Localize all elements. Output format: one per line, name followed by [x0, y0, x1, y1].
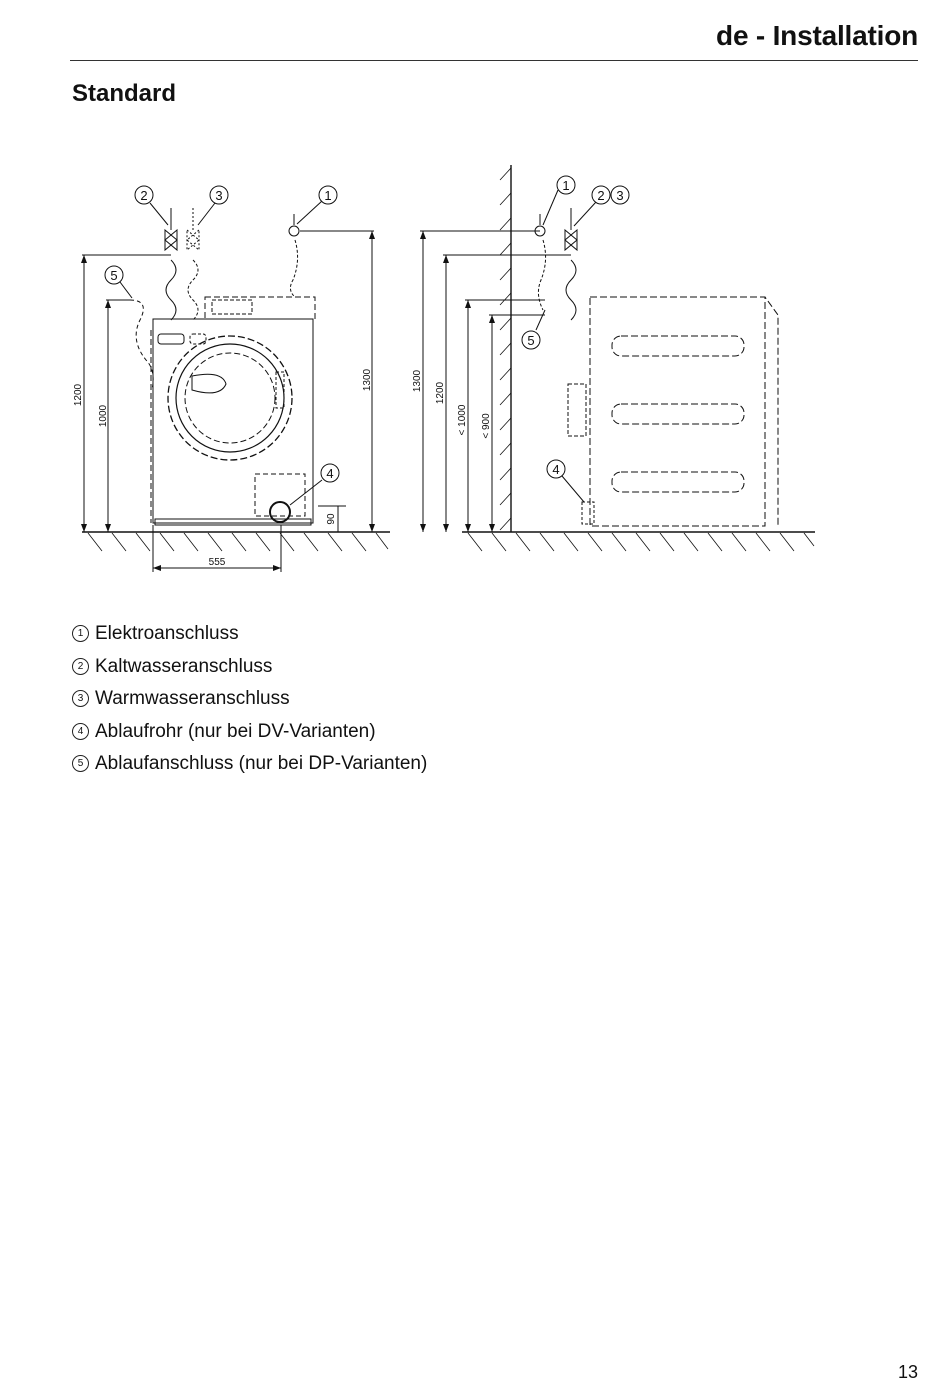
- callout-4-front: 4: [326, 466, 334, 481]
- legend-number: 2: [72, 658, 89, 675]
- dim-lt1000-side: < 1000: [457, 404, 468, 436]
- callout-2-front: 2: [140, 188, 148, 203]
- legend-label: Ablaufrohr (nur bei DV-Varianten): [95, 720, 376, 742]
- legend-list: [72, 618, 427, 781]
- callout-5-side: 5: [527, 333, 535, 348]
- legend-item: [72, 683, 427, 716]
- legend-item: [72, 716, 427, 749]
- callout-1-front: 1: [324, 188, 332, 203]
- legend-label: Elektroanschluss: [95, 623, 239, 644]
- legend-label: Warmwasseranschluss: [95, 688, 290, 709]
- page-number: 13: [897, 1362, 918, 1382]
- installation-drawing: [0, 150, 950, 590]
- dim-1200-side: 1200: [435, 381, 446, 405]
- dim-1200-front: 1200: [73, 383, 84, 407]
- machine-front-body: [153, 319, 313, 523]
- legend-number: 3: [72, 690, 89, 707]
- legend-item: [72, 651, 427, 684]
- legend-label: Kaltwasseranschluss: [95, 655, 273, 677]
- section-title: Standard: [72, 80, 177, 107]
- callout-3-side: 3: [616, 188, 624, 203]
- floor-hatch-front: [88, 533, 388, 551]
- callout-1-side: 1: [562, 178, 570, 193]
- page-header-title: de - Installation: [716, 20, 918, 51]
- dim-90-front: 90: [326, 513, 337, 525]
- dim-1300-front: 1300: [362, 368, 373, 392]
- callout-2-side: 2: [597, 188, 605, 203]
- legend-number: 5: [72, 755, 89, 772]
- callout-4-side: 4: [552, 462, 560, 477]
- legend-number: 1: [72, 625, 89, 642]
- legend-item: [72, 748, 427, 781]
- legend-number: 4: [72, 723, 89, 740]
- callout-3-front: 3: [215, 188, 223, 203]
- dim-1300-side: 1300: [412, 369, 423, 393]
- legend-item: [72, 618, 427, 651]
- dim-555-front: 555: [208, 557, 226, 568]
- dim-1000-front: 1000: [98, 404, 109, 428]
- header-divider: [70, 60, 918, 61]
- wall-hatch: [500, 168, 511, 530]
- dim-lt900-side: < 900: [481, 413, 492, 439]
- floor-hatch-side: [468, 533, 814, 551]
- legend-label: Ablaufanschluss (nur bei DP-Varianten): [95, 753, 428, 774]
- callout-5-front: 5: [110, 268, 118, 283]
